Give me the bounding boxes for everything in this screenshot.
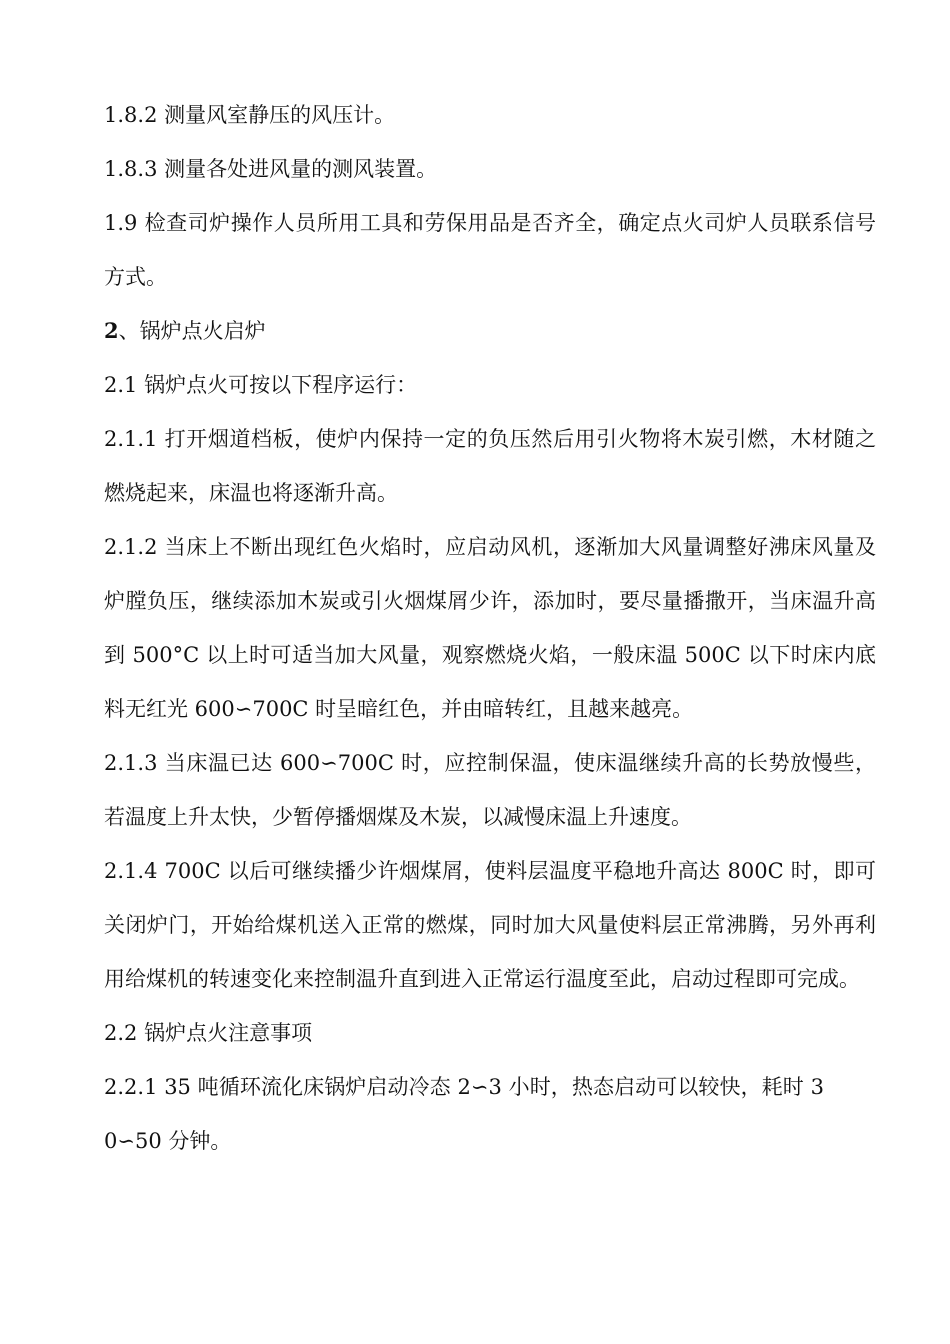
section-heading-2 bbox=[104, 304, 876, 358]
paragraph-2-2-1: 2.2.1 35 吨循环流化床锅炉启动冷态 2∽3 小时，热态启动可以较快，耗时 30∽50 分钟。 bbox=[104, 1075, 824, 1153]
paragraph-2-1-1: 2.1.1 打开烟道档板，使炉内保持一定的负压然后用引火物将木炭引燃，木材随之燃烧起来，床温也将逐渐升高。 bbox=[104, 427, 876, 505]
paragraph-1-8-2: 1.8.2 测量风室静压的风压计。 bbox=[104, 103, 396, 127]
paragraph-2-1-4: 2.1.4 700C 以后可继续播少许烟煤屑，使料层温度平稳地升高达 800C 时，即可关闭炉门，开始给煤机送入正常的燃煤，同时加大风量使料层正常沸腾，另外再利用给煤机的转速变化来控制温升直到进入正常运行温度至此，启动过程即可完成。 bbox=[104, 859, 876, 991]
paragraph-2-2: 2.2 锅炉点火注意事项 bbox=[104, 1021, 313, 1045]
paragraph-2-1-2: 2.1.2 当床上不断出现红色火焰时，应启动风机，逐渐加大风量调整好沸床风量及炉膛负压，继续添加木炭或引火烟煤屑少许，添加时，要尽量播撒开，当床温升高到 500°C 以上时可适当加大风量，观察燃烧火焰，一般床温 500C 以下时床内底料无红光 600∽700C 时呈暗红色，并由暗转红，且越来越亮。 bbox=[104, 535, 876, 721]
document-body bbox=[104, 88, 876, 1168]
paragraph-1-8-3: 1.8.3 测量各处进风量的测风装置。 bbox=[104, 157, 438, 181]
paragraph-1-9: 1.9 检查司炉操作人员所用工具和劳保用品是否齐全，确定点火司炉人员联系信号方式。 bbox=[104, 211, 876, 289]
section-number: 2 bbox=[104, 318, 119, 343]
section-title: 、锅炉点火启炉 bbox=[118, 319, 266, 343]
paragraph-2-1-3: 2.1.3 当床温已达 600∽700C 时，应控制保温，使床温继续升高的长势放慢些，若温度上升太快，少暂停播烟煤及木炭，以减慢床温上升速度。 bbox=[104, 751, 876, 829]
paragraph-2-1: 2.1 锅炉点火可按以下程序运行： bbox=[104, 373, 418, 397]
